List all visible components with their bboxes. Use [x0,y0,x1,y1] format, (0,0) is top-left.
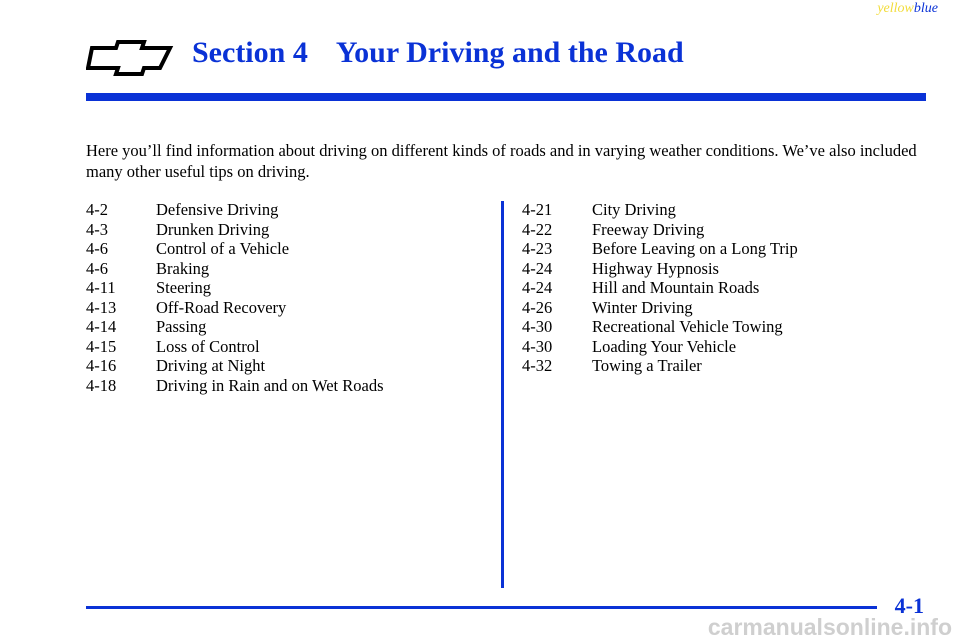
toc-topic: Winter Driving [592,297,693,317]
toc-entry [522,220,798,240]
toc-page-number: 4-3 [86,219,108,239]
toc-page-number: 4-30 [522,336,553,356]
toc-topic: City Driving [592,200,676,219]
toc-topic: Loading Your Vehicle [592,336,737,356]
toc-entry [522,337,798,357]
toc-topic: Braking [156,258,210,278]
toc-topic: Before Leaving on a Long Trip [592,239,798,258]
toc-entry [86,317,384,337]
toc-page-number: 4-24 [522,278,553,297]
toc-entry [522,356,798,376]
toc-topic: Loss of Control [156,336,260,356]
toc-topic: Recreational Vehicle Towing [592,317,783,336]
toc-page-number: 4-16 [86,356,117,375]
toc-page-number: 4-24 [522,258,553,278]
toc-page-number: 4-23 [522,239,553,258]
watermark: carmanualsonline.info [707,614,952,640]
toc-page-number: 4-2 [86,200,108,219]
corner-tag-blue: blue [913,1,938,16]
toc-topic: Driving in Rain and on Wet Roads [156,375,384,395]
bowtie-logo-icon [86,40,176,76]
toc-entry [86,356,384,376]
toc-page-number: 4-13 [86,297,117,317]
toc-page-number: 4-11 [86,278,116,297]
toc-topic: Passing [156,317,207,336]
toc-topic: Driving at Night [156,356,266,375]
toc-entry [86,200,384,220]
toc-page-number: 4-22 [522,219,553,239]
toc-page-number: 4-21 [522,200,553,219]
toc-page-number: 4-14 [86,317,117,336]
toc-entry [522,298,798,318]
toc-left-column [86,200,384,395]
column-divider [501,201,504,588]
section-title [192,36,684,70]
toc-entry [522,317,798,337]
toc-right-column [522,200,798,376]
toc-entry [522,239,798,259]
corner-tag-yellow: yellow [877,1,914,16]
toc-entry [86,337,384,357]
toc-page-number: 4-6 [86,258,108,278]
footer-rule [86,606,877,609]
toc-entry [522,259,798,279]
toc-topic: Drunken Driving [156,219,270,239]
toc-page-number: 4-26 [522,297,553,317]
toc-entry [522,200,798,220]
page-number: 4-1 [894,593,924,618]
toc-page-number: 4-15 [86,336,117,356]
toc-entry [86,376,384,396]
toc-entry [86,239,384,259]
toc-page-number: 4-18 [86,375,117,395]
toc-topic: Steering [156,278,211,297]
toc-entry [86,220,384,240]
intro-paragraph: Here you’ll find information about driving on different kinds of roads and in varying weather conditions. We’ve also included many other useful tips on driving. [86,141,917,181]
toc-topic: Highway Hypnosis [592,258,719,278]
toc-topic: Control of a Vehicle [156,239,290,258]
toc-topic: Off-Road Recovery [156,297,287,317]
toc-topic: Defensive Driving [156,200,279,219]
toc-entry [522,278,798,298]
toc-topic: Hill and Mountain Roads [592,278,760,297]
toc-page-number: 4-32 [522,356,553,375]
toc-entry [86,259,384,279]
toc-topic: Freeway Driving [592,219,705,239]
toc-entry [86,278,384,298]
header-rule [86,93,926,101]
section-heading: Your Driving and the Road [335,36,684,69]
toc-page-number: 4-30 [522,317,553,336]
toc-page-number: 4-6 [86,239,108,258]
section-number: Section 4 [192,36,308,69]
toc-topic: Towing a Trailer [592,356,702,375]
corner-color-tag [877,1,938,17]
toc-entry [86,298,384,318]
